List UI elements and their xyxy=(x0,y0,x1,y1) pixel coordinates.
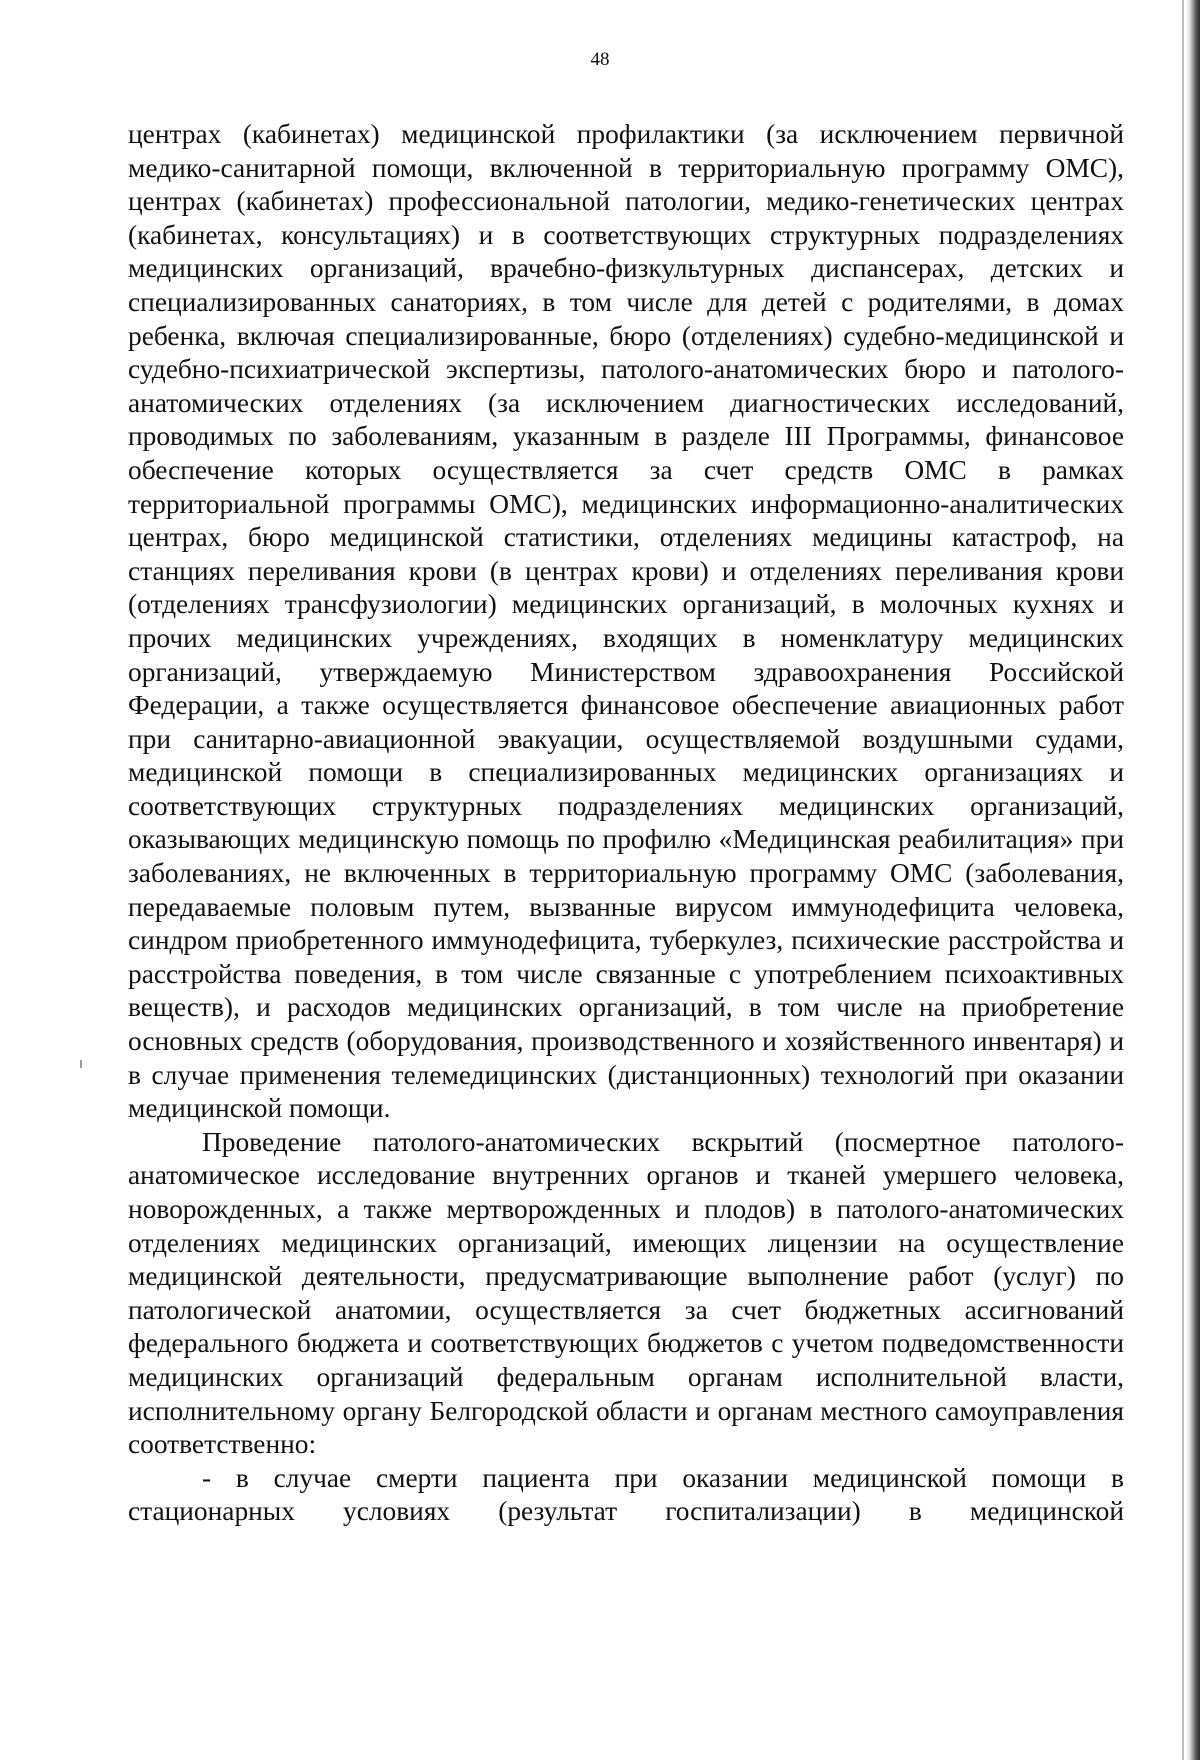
paragraph-autopsy-funding: Проведение патолого-анатомических вскрытий (посмертное патолого-анатомическое исследование внутренних органов и тканей умершего человека, новорожденных, а также мертворожденных и плодов) в патолого-анатомических отделениях медицинских организаций, имеющих лицензии на осуществление медицинской деятельности, предусматривающие выполнение работ (услуг) по патологической анатомии, осуществляется за счет бюджетных ассигнований федерального бюджета и соответствующих бюджетов с учетом подведомственности медицинских организаций федеральным органам исполнительной власти, исполнительному органу Белгородской области и органам местного самоуправления соответственно: xyxy=(128,1126,1124,1460)
document-body xyxy=(128,118,1124,1529)
paragraph-continuation: центрах (кабинетах) медицинской профилактики (за исключением первичной медико-санитарной помощи, включенной в территориальную программу ОМС), центрах (кабинетах) профессиональной патологии, медико-генетических центрах (кабинетах, консультациях) и в соответствующих структурных подразделениях медицинских организаций, врачебно-физкультурных диспансерах, детских и специализированных санаториях, в том числе для детей с родителями, в домах ребенка, включая специализированные, бюро (отделениях) судебно-медицинской и судебно-психиатрической экспертизы, патолого-анатомических бюро и патолого-анатомических отделениях (за исключением диагностических исследований, проводимых по заболеваниям, указанным в разделе III Программы, финансовое обеспечение которых осуществляется за счет средств ОМС в рамках территориальной программы ОМС), медицинских информационно-аналитических центрах, бюро медицинской статистики, отделениях медицины катастроф, на станциях переливания крови (в центрах крови) и отделениях переливания крови (отделениях трансфузиологии) медицинских организаций, в молочных кухнях и прочих медицинских учреждениях, входящих в номенклатуру медицинских организаций, утверждаемую Министерством здравоохранения Российской Федерации, а также осуществляется финансовое обеспечение авиационных работ при санитарно-авиационной эвакуации, осуществляемой воздушными судами, медицинской помощи в специализированных медицинских организациях и соответствующих структурных подразделениях медицинских организаций, оказывающих медицинскую помощь по профилю «Медицинская реабилитация» при заболеваниях, не включенных в территориальную программу ОМС (заболевания, передаваемые половым путем, вызванные вирусом иммунодефицита человека, синдром приобретенного иммунодефицита, туберкулез, психические расстройства и расстройства поведения, в том числе связанные с употреблением психоактивных веществ), и расходов медицинских организаций, в том числе на приобретение основных средств (оборудования, производственного и хозяйственного инвентаря) и в случае применения телемедицинских (дистанционных) технологий при оказании медицинской помощи. xyxy=(128,119,1124,1124)
scan-speck xyxy=(80,1060,82,1068)
page-number: 48 xyxy=(590,49,610,70)
scan-edge-line xyxy=(1182,0,1184,1760)
paragraph-list-item: - в случае смерти пациента при оказании медицинской помощи в стационарных условиях (результат госпитализации) в медицинской xyxy=(128,1462,1124,1527)
scan-edge-shadow xyxy=(1186,0,1200,1760)
